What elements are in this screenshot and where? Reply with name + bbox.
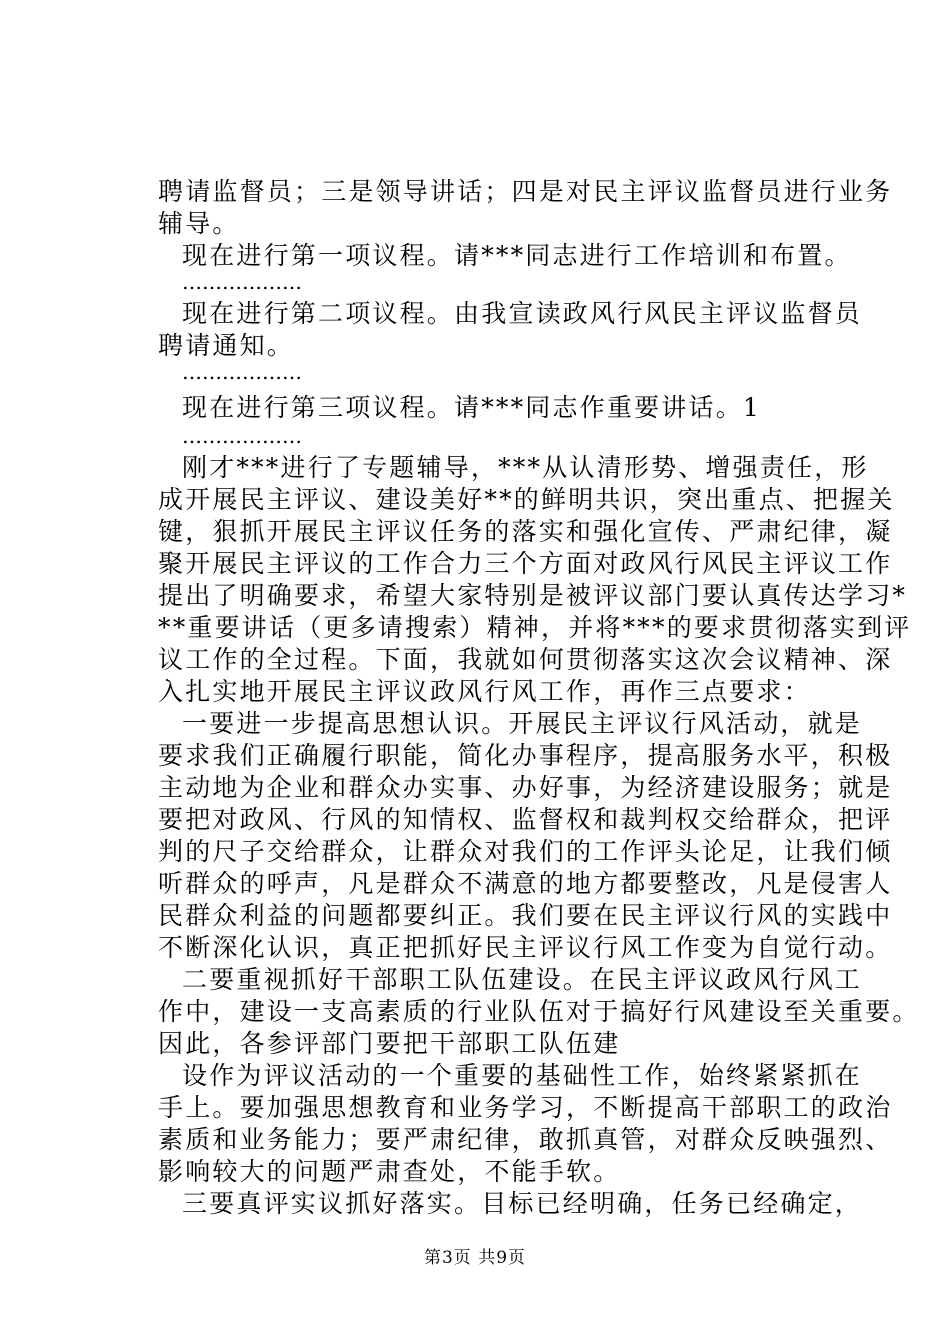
text-line: 作中，建设一支高素质的行业队伍对于搞好行风建设至关重要。 xyxy=(158,997,920,1026)
text-line: 现在进行第二项议程。由我宣读政风行风民主评议监督员 xyxy=(182,299,863,328)
text-line: 要求我们正确履行职能，简化办事程序，提高服务水平，积极 xyxy=(158,741,893,770)
text-line: 聘请监督员；三是领导讲话；四是对民主评议监督员进行业务 xyxy=(158,177,893,206)
ellipsis-line: ……………… xyxy=(182,270,302,294)
text-line: 判的尺子交给群众，让群众对我们的工作评头论足，让我们倾 xyxy=(158,837,893,866)
text-line: 二要重视抓好干部职工队伍建设。在民主评议政风行风工 xyxy=(182,965,863,994)
text-line: 手上。要加强思想教育和业务学习，不断提高干部职工的政治 xyxy=(158,1093,893,1122)
page-number-footer: 第3页 共9页 xyxy=(423,1248,527,1268)
text-line: 主动地为企业和群众办实事、办好事，为经济建设服务；就是 xyxy=(158,773,893,802)
ellipsis-line: ……………… xyxy=(182,424,302,448)
text-line: 议工作的全过程。下面，我就如何贯彻落实这次会议精神、深 xyxy=(158,645,893,674)
text-line: 一要进一步提高思想认识。开展民主评议行风活动，就是 xyxy=(182,709,863,738)
ellipsis-line: ……………… xyxy=(182,360,302,384)
text-line: 刚才***进行了专题辅导，***从认清形势、增强责任，形 xyxy=(182,453,869,482)
text-line: 民群众利益的问题都要纠正。我们要在民主评议行风的实践中 xyxy=(158,901,893,930)
text-line: 听群众的呼声，凡是群众不满意的地方都要整改，凡是侵害人 xyxy=(158,869,893,898)
text-line: 现在进行第三项议程。请***同志作重要讲话。1 xyxy=(182,393,762,422)
text-line: 入扎实地开展民主评议政风行风工作，再作三点要求： xyxy=(158,677,811,706)
text-line: 辅导。 xyxy=(158,209,240,238)
text-line: 键，狠抓开展民主评议任务的落实和强化宣传、严肃纪律，凝 xyxy=(158,517,893,546)
text-line: 聚开展民主评议的工作合力三个方面对政风行风民主评议工作 xyxy=(158,549,893,578)
text-line: 要把对政风、行风的知情权、监督权和裁判权交给群众，把评 xyxy=(158,805,893,834)
text-line: 现在进行第一项议程。请***同志进行工作培训和布置。 xyxy=(182,241,852,270)
text-line: 成开展民主评议、建设美好**的鲜明共识，突出重点、把握关 xyxy=(158,485,895,514)
text-line: 聘请通知。 xyxy=(158,331,295,360)
text-line: **重要讲话（更多请搜索）精神，并将***的要求贯彻落实到评 xyxy=(158,613,912,642)
text-line: 素质和业务能力；要严肃纪律，敢抓真管，对群众反映强烈、 xyxy=(158,1125,893,1154)
text-line: 提出了明确要求，希望大家特别是被评议部门要认真传达学习* xyxy=(158,581,908,610)
text-line: 三要真评实议抓好落实。目标已经明确，任务已经确定， xyxy=(182,1189,863,1218)
text-line: 不断深化认识，真正把抓好民主评议行风工作变为自觉行动。 xyxy=(158,933,893,962)
text-line: 因此，各参评部门要把干部职工队伍建 xyxy=(158,1029,621,1058)
text-line: 设作为评议活动的一个重要的基础性工作，始终紧紧抓在 xyxy=(182,1061,863,1090)
text-line: 影响较大的问题严肃查处，不能手软。 xyxy=(158,1157,621,1186)
